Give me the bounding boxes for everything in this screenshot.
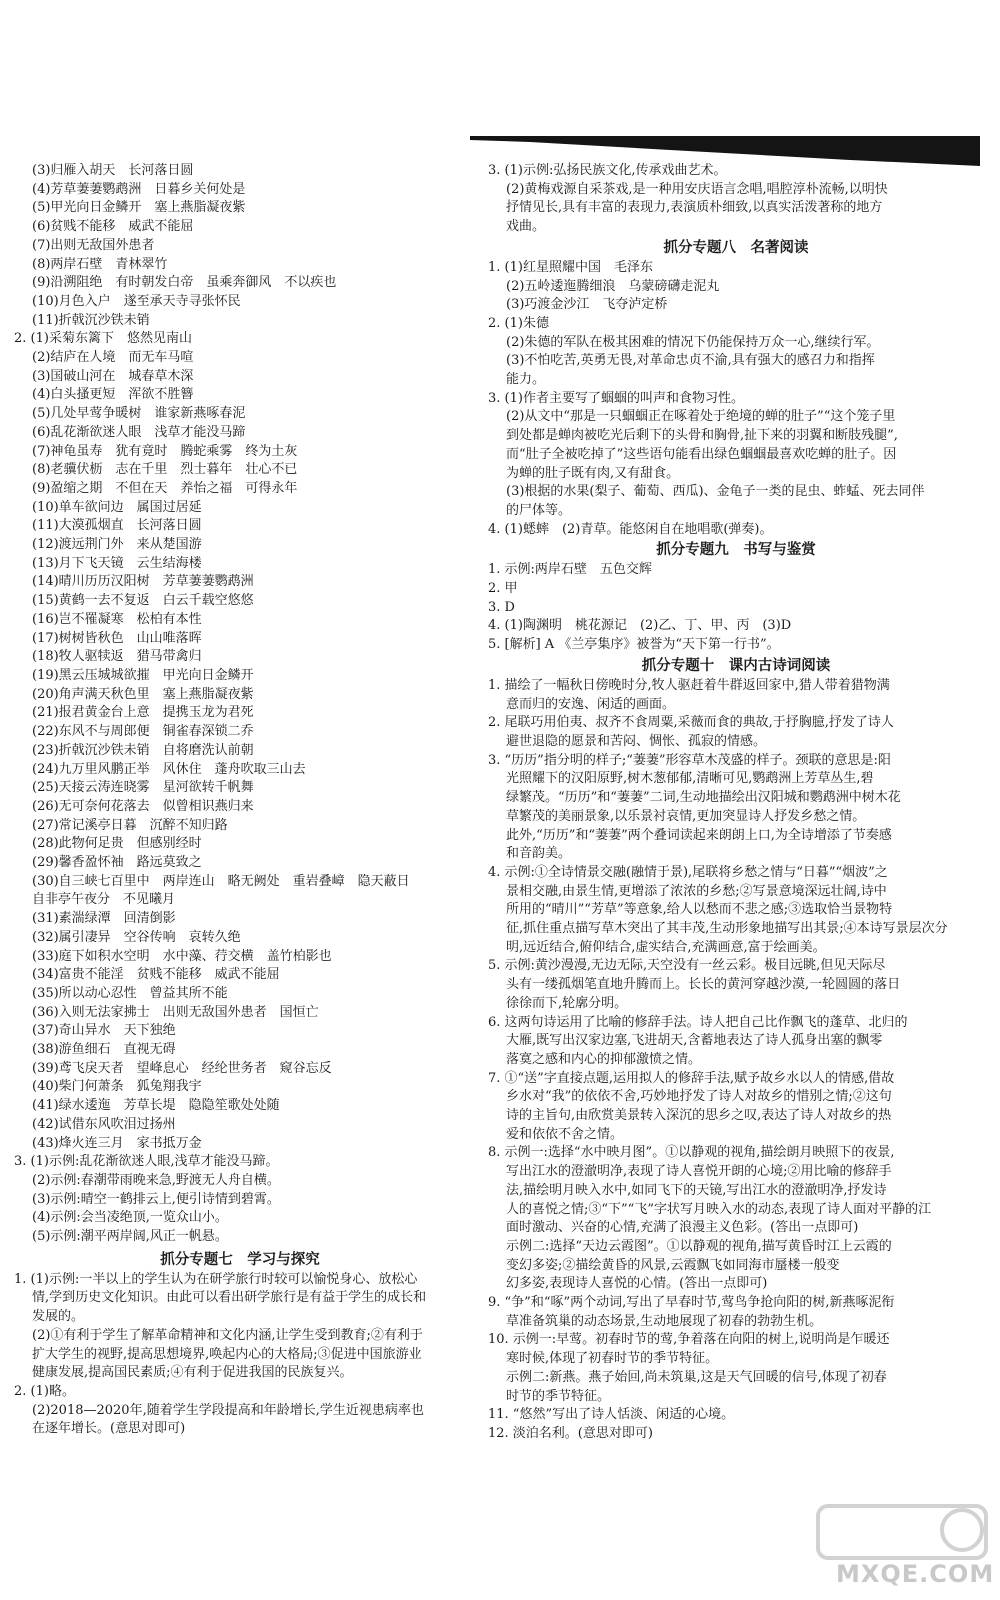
answer-line: 1. (1)红星照耀中国 毛泽东 [488,259,653,275]
answer-line: (11)大漠孤烟直 长河落日圆 [32,518,202,534]
answer-line: 为蝉的肚子既有肉,又有甜食。 [506,465,680,481]
answer-line: 情,学到历史文化知识。由此可以看出研学旅行是有益于学生的成长和 [32,1290,427,1306]
answer-line: 头有一缕孤烟笔直地升腾而上。长长的黄河穿越沙漠,一轮圆圆的落日 [506,977,901,993]
answer-line: (4)白头搔更短 浑欲不胜簪 [32,387,194,403]
answer-line: (35)所以动心忍性 曾益其所不能 [32,985,228,1001]
answer-line: 能力。 [506,372,546,388]
answer-line: 草准备筑巢的动态场景,生动地展现了初春的勃勃生机。 [506,1313,823,1329]
answer-line: (3)示例:晴空一鹤排云上,便引诗情到碧霄。 [32,1191,280,1207]
answer-line: 健康发展,提高国民素质;④有利于促进我国的民族复兴。 [32,1365,353,1381]
answer-line: (6)贫贱不能移 威武不能屈 [32,219,194,235]
answer-line: 写出江水的澄澈明净,表现了诗人喜悦开朗的心境;②用比喻的修辞手 [506,1164,892,1180]
answer-line: 2. (1)采菊东篱下 悠然见南山 [14,331,192,347]
answer-line: (30)自三峡七百里中 两岸连山 略无阙处 重岩叠嶂 隐天蔽日 [32,873,410,889]
section-7-answers [14,1271,466,1439]
right-column [488,162,984,1444]
answer-line: 2. 甲 [488,581,518,597]
answer-line: (3)国破山河在 城春草木深 [32,368,194,384]
answer-line: 和音韵美。 [506,846,572,862]
answer-line: 乡水对“我”的依依不舍,巧妙地抒发了诗人对故乡的惜别之情;②这句 [506,1089,892,1105]
answer-line: (27)常记溪亭日暮 沉醉不知归路 [32,817,228,833]
answer-line: (3)不怕吃苦,英勇无畏,对革命忠贞不渝,具有强大的感召力和指挥 [506,353,875,369]
answer-line: (31)素湍绿潭 回清倒影 [32,911,176,927]
answer-line: (9)盈缩之期 不但在天 养怡之福 可得永年 [32,480,298,496]
answer-line: 扩大学生的视野,提高思想境界,唤起内心的大格局;③促进中国旅游业 [32,1346,422,1362]
answer-line: (4)芳草萋萋鹦鹉洲 日暮乡关何处是 [32,181,246,197]
left-column [14,162,466,1439]
answer-line: (11)折戟沉沙铁未销 [32,312,150,328]
answer-line: 景相交融,由景生情,更增添了浓浓的乡愁;②写景意境深远壮阔,诗中 [506,883,887,899]
answer-line: 所用的“晴川”“芳草”等意象,给人以愁而不悲之感;③选取恰当景物特 [506,902,893,918]
answer-line: (22)东风不与周郎便 铜雀春深锁二乔 [32,724,254,740]
answer-line: 到处都是蝉肉被吃光后剩下的头骨和胸骨,扯下来的羽翼和断肢残腿”, [506,428,898,444]
answer-line: (38)游鱼细石 直视无碍 [32,1042,176,1058]
answer-line: 戏曲。 [506,219,546,235]
answer-line: 12. 淡泊名利。(意思对即可) [488,1426,653,1441]
answer-line: 1. 示例:两岸石壁 五色交辉 [488,562,652,578]
answer-line: 4. 示例:①全诗情景交融(融情于景),尾联将乡愁之情与“日暮”“烟波”之 [488,864,888,880]
answer-line: (2)示例:春潮带雨晚来急,野渡无人舟自横。 [32,1172,280,1188]
answer-line: (34)富贵不能淫 贫贱不能移 威武不能屈 [32,967,280,983]
left-answer-lines [14,162,466,1247]
answer-line: (33)庭下如积水空明 水中藻、荇交横 盖竹柏影也 [32,948,332,964]
answer-line: 征,抓住重点描写草木突出了其丰茂,生动形象地描写出其景;④本诗写景层次分 [506,921,948,937]
answer-line: (10)单车欲问边 属国过居延 [32,499,202,515]
answer-line: (25)天接云涛连晓雾 星河欲转千帆舞 [32,780,254,796]
answer-line: (14)晴川历历汉阳树 芳草萋萋鹦鹉洲 [32,574,254,590]
answer-line: (32)属引凄异 空谷传响 哀转久绝 [32,929,241,945]
answer-line: (40)柴门何萧条 狐兔翔我宇 [32,1079,202,1095]
answer-line: (5)甲光向日金鳞开 塞上燕脂凝夜紫 [32,200,246,216]
answer-line: (7)出则无敌国外患者 [32,237,155,253]
answer-line: 3. (1)作者主要写了蝈蝈的叫声和食物习性。 [488,390,744,406]
answer-line: 7. ①“送”字直接点题,运用拟人的修辞手法,赋予故乡水以人的情感,借故 [488,1070,895,1086]
answer-line: (28)此物何足贵 但感别经时 [32,836,202,852]
answer-line: (17)树树皆秋色 山山唯落晖 [32,630,202,646]
answer-line: 此外,“历历”和“萋萋”两个叠词读起来朗朗上口,为全诗增添了节奏感 [506,827,892,843]
section-8-answers [488,259,984,540]
answer-line: 绿繁茂。“历历”和“萋萋”二词,生动地描绘出汉阳城和鹦鹉洲中树木花 [506,790,901,806]
answer-line: 的尸体等。 [506,502,572,518]
answer-line: (43)烽火连三月 家书抵万金 [32,1135,202,1151]
answer-line: (4)示例:会当凌绝顶,一览众山小。 [32,1210,228,1226]
answer-line: (2)2018—2020年,随着学生学段提高和年龄增长,学生近视患病率也 [32,1402,424,1418]
answer-line: 爱和依依不舍之情。 [506,1126,624,1142]
answer-line: (9)沿溯阻绝 有时朝发白帝 虽乘奔御风 不以疾也 [32,275,337,291]
answer-line: (8)两岸石壁 青林翠竹 [32,256,168,272]
answer-line: 1. (1)示例:一半以上的学生认为在研学旅行时较可以愉悦身心、放松心 [14,1271,418,1287]
answer-line: (29)馨香盈怀袖 路远莫致之 [32,855,202,871]
answer-line: (12)渡远荆门外 来从楚国游 [32,537,202,553]
answer-line: 2. 尾联巧用伯夷、叔齐不食周粟,采薇而食的典故,于抒胸臆,抒发了诗人 [488,715,894,731]
answer-line: 3. “历历”指分明的样子;“萋萋”形容草木茂盛的样子。颈联的意思是:阳 [488,752,891,768]
answer-line: 幻多姿,表现诗人喜悦的心情。(答出一点即可) [506,1276,768,1292]
section-9-answers [488,561,984,655]
answer-line: (7)神龟虽寿 犹有竟时 腾蛇乘雾 终为土灰 [32,443,298,459]
answer-line: (21)报君黄金台上意 提携玉龙为君死 [32,705,254,721]
answer-line: 3. D [488,599,515,615]
answer-line: 发展的。 [32,1309,85,1325]
answer-line: (6)乱花渐欲迷人眼 浅草才能没马蹄 [32,424,246,440]
answer-line: (2)从文中“那是一只蝈蝈正在啄着处于绝境的蝉的肚子”“这个笼子里 [506,409,896,425]
answer-line: (41)绿水逶迤 芳草长堤 隐隐笙歌处处随 [32,1098,280,1114]
answer-line: (5)示例:潮平两岸阔,风正一帆悬。 [32,1229,228,1245]
answer-line: 示例二:新燕。燕子始回,尚未筑巢,这是天气回暖的信号,体现了初春 [506,1369,887,1385]
section-heading-7: 抓分专题七 学习与探究 [160,1251,320,1268]
section-heading-9: 抓分专题九 书写与鉴赏 [656,542,816,559]
answer-line: (36)入则无法家拂士 出则无敌国外患者 国恒亡 [32,1004,319,1020]
section-heading-10: 抓分专题十 课内古诗词阅读 [641,657,831,674]
answer-line: (5)几处早莺争暖树 谁家新燕啄春泥 [32,406,246,422]
section-6-tail-answers [488,162,984,237]
answer-line: 而“肚子全被吃掉了”这些语句能看出绿色蝈蝈最喜欢吃蝉的肚子。因 [506,446,897,462]
answer-line: 变幻多姿;②描绘黄昏的风景,云霞飘飞如同海市蜃楼一般变 [506,1257,840,1273]
answer-line: 8. 示例一:选择“水中映月图”。①以静观的视角,描绘朗月映照下的夜景, [488,1145,895,1161]
answer-line: (20)角声满天秋色里 塞上燕脂凝夜紫 [32,686,254,702]
answer-line: 3. (1)示例:弘扬民族文化,传承戏曲艺术。 [488,163,727,178]
answer-line: 大雁,既写出汉家边塞,飞进胡天,含蓄地表达了诗人孤身出塞的飘零 [506,1033,883,1049]
answer-line: (23)折戟沉沙铁未销 自将磨洗认前朝 [32,742,254,758]
answer-line: (10)月色入户 遂至承天寺寻张怀民 [32,293,241,309]
answer-line: (8)老骥伏枥 志在千里 烈士暮年 壮心不已 [32,462,298,478]
answer-line: 自非亭午夜分 不见曦月 [32,892,176,908]
answer-line: 2. (1)朱德 [488,315,549,331]
answer-line: (3)根据的水果(梨子、葡萄、西瓜)、金龟子一类的昆虫、蚱蜢、死去同伴 [506,484,925,500]
answer-line: 示例二:选择“天边云霞图”。①以静观的视角,描写黄昏时江上云霞的 [506,1238,892,1254]
answer-line: 徐徐而下,轮廓分明。 [506,995,628,1011]
answer-line: (26)无可奈何花落去 似曾相识燕归来 [32,798,254,814]
answer-line: 人的喜悦之情;③“下”“飞”字状写月映入水的动态,表现了诗人面对平静的江 [506,1201,932,1217]
answer-line: 面时激动、兴奋的心情,充满了浪漫主义色彩。(答出一点即可) [506,1220,859,1236]
answer-line: (2)朱德的军队在极其困难的情况下仍能保持万众一心,继续行军。 [506,334,880,350]
answer-line: 9. “争”和“啄”两个动词,写出了早春时节,莺鸟争抢向阳的树,新燕啄泥衔 [488,1295,895,1311]
answer-line: 法,描绘明月映入水中,如同飞下的天镜,写出江水的澄澈明净,抒发诗 [506,1182,887,1198]
answer-line: (2)黄梅戏源自采茶戏,是一种用安庆语言念唱,唱腔淳朴流畅,以明快 [506,181,888,197]
answer-line: 11. “悠然”写出了诗人恬淡、闲适的心境。 [488,1407,735,1423]
answer-line: (13)月下飞天镜 云生结海楼 [32,555,202,571]
answer-line: 草繁茂的美丽景象,以乐景衬哀情,更加突显诗人抒发乡愁之情。 [506,808,866,824]
answer-line: 6. 这两句诗运用了比喻的修辞手法。诗人把自己比作飘飞的蓬草、北归的 [488,1014,908,1030]
answer-line: (16)岂不罹凝寒 松柏有本性 [32,611,202,627]
answer-line: (15)黄鹤一去不复返 白云千载空悠悠 [32,593,254,609]
answer-line: (2)①有利于学生了解革命精神和文化内涵,让学生受到教育;②有利于 [32,1327,423,1343]
answer-line: (2)五岭逶迤腾细浪 乌蒙磅礴走泥丸 [506,278,720,294]
answer-line: (18)牧人驱犊返 猎马带禽归 [32,649,202,665]
answer-line: (24)九万里风鹏正举 风休住 蓬舟吹取三山去 [32,761,306,777]
answer-line: 1. 描绘了一幅秋日傍晚时分,牧人驱赶着牛群返回家中,猎人带着猎物满 [488,677,890,693]
answer-line: (2)结庐在人境 而无车马喧 [32,350,194,366]
answer-line: 光照耀下的汉阳原野,树木葱郁郁,清晰可见,鹦鹉洲上芳草丛生,碧 [506,771,874,787]
answer-line: (19)黑云压城城欲摧 甲光向日金鳞开 [32,667,254,683]
answer-line: 5. 示例:黄沙漫漫,无边无际,天空没有一丝云彩。极目远眺,但见天际尽 [488,958,886,974]
answer-line: (42)试借东风吹泪过扬州 [32,1116,176,1132]
answer-line: 2. (1)略。 [14,1384,75,1399]
answer-line: 明,远近结合,俯仰结合,虚实结合,充满画意,富于绘画美。 [506,939,826,955]
answer-line: 寒时候,体现了初春时节的季节特征。 [506,1351,719,1367]
answer-line: (39)鸢飞戾天者 望峰息心 经纶世务者 窥谷忘反 [32,1060,332,1076]
answer-line: 诗的主旨句,由欣赏美景转入深沉的思乡之叹,表达了诗人对故乡的热 [506,1108,892,1124]
watermark-text: MXQE.COM [836,1560,995,1588]
answer-line: 时节的季节特征。 [506,1388,611,1404]
answer-line: 在逐年增长。(意思对即可) [32,1421,186,1437]
answer-line: 4. (1)陶渊明 桃花源记 (2)乙、丁、甲、丙 (3)D [488,618,792,634]
answer-line: 5. [解析] A 《兰亭集序》被誉为“天下第一行书”。 [488,637,780,653]
section-heading-8: 抓分专题八 名著阅读 [663,239,809,256]
answer-line: (37)奇山异水 天下独绝 [32,1023,176,1039]
answer-line: (3)归雁入胡天 长河落日圆 [32,163,194,178]
answer-line: 抒情见长,具有丰富的表现力,表演质朴细致,以真实活泼著称的地方 [506,200,883,216]
answer-line: 落寞之感和内心的抑郁激愤之情。 [506,1051,702,1067]
answer-line: 避世退隐的愿景和苦闷、惆怅、孤寂的情感。 [506,733,767,749]
answer-line: 3. (1)示例:乱花渐欲迷人眼,浅草才能没马蹄。 [14,1154,279,1170]
answer-line: 4. (1)蟋蟀 (2)青草。能悠闲自在地唱歌(弹奏)。 [488,521,773,537]
answer-line: (3)巧渡金沙江 飞夺泸定桥 [506,297,668,313]
answer-line: 10. 示例一:早莺。初春时节的莺,争着落在向阳的树上,说明尚是乍暖还 [488,1332,890,1348]
section-10-answers [488,677,984,1444]
answer-line: 意而归的安逸、闲适的画面。 [506,696,676,712]
